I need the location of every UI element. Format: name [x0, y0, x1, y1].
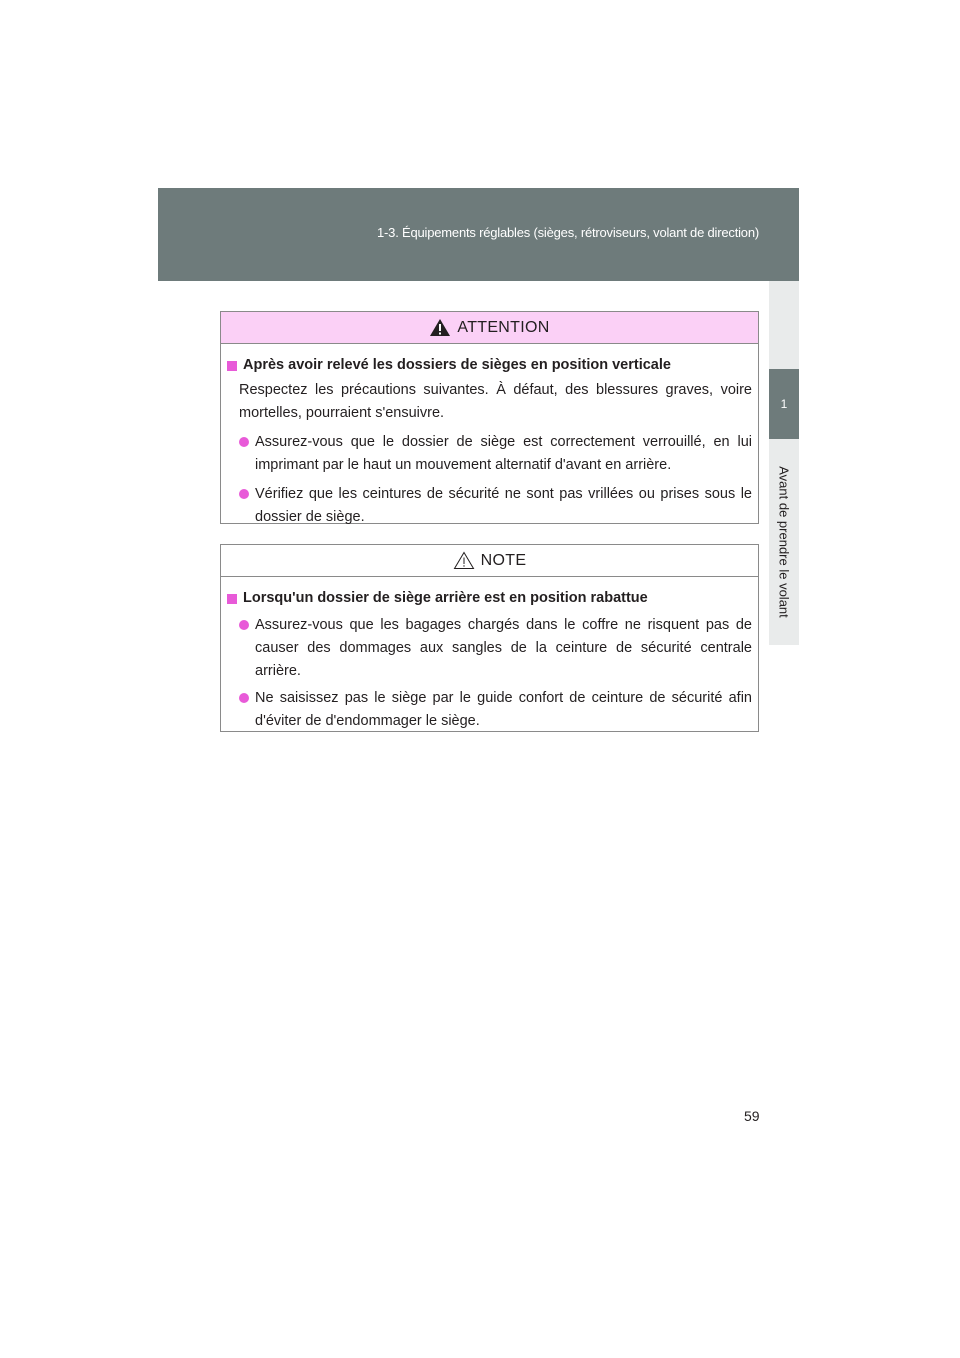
caution-subtitle-row: [227, 354, 752, 377]
round-bullet-icon: [239, 437, 249, 447]
warning-outline-icon: [453, 551, 475, 575]
caution-body: [221, 344, 758, 529]
caution-subtitle: Après avoir relevé les dossiers de sièges en position verticale: [243, 357, 671, 373]
chapter-number: 1: [780, 397, 788, 411]
round-bullet-icon: [239, 620, 249, 630]
note-header: [221, 545, 758, 577]
list-item-text: Ne saisissez pas le siège par le guide confort de ceinture de sécurité afin d'éviter de d'endommager le siège.: [255, 690, 752, 729]
list-item-text: Vérifiez que les ceintures de sécurité ne sont pas vrillées ou prises sous le dossier de siège.: [255, 486, 752, 525]
chapter-label: Avant de prendre le volant: [776, 466, 792, 618]
caution-box: [220, 311, 759, 524]
page-number: 59: [744, 1108, 760, 1124]
square-bullet-icon: [227, 594, 237, 604]
note-body: [221, 577, 758, 733]
caution-title: ATTENTION: [457, 318, 550, 336]
side-tab-top: [769, 281, 799, 369]
list-item: [227, 431, 752, 477]
list-item-text: Assurez-vous que les bagages chargés dans le coffre ne risquent pas de causer des dommages aux sangles de la ceinture de sécurité centrale arrière.: [255, 617, 752, 679]
caution-intro: Respectez les précautions suivantes. À défaut, des blessures graves, voire mortelles, pourraient s'ensuivre.: [239, 382, 752, 421]
note-subtitle-row: [227, 587, 752, 610]
section-header-band: [158, 188, 799, 281]
chapter-number-tab: [769, 369, 799, 439]
list-item-text: Assurez-vous que le dossier de siège est correctement verrouillé, en lui imprimant par le haut un mouvement alternatif d'avant en arrière.: [255, 434, 752, 473]
round-bullet-icon: [239, 693, 249, 703]
section-title: 1-3. Équipements réglables (sièges, rétroviseurs, volant de direction): [377, 225, 759, 240]
note-subtitle: Lorsqu'un dossier de siège arrière est en position rabattue: [243, 590, 648, 606]
round-bullet-icon: [239, 489, 249, 499]
list-item: [227, 614, 752, 683]
list-item: [227, 483, 752, 529]
square-bullet-icon: [227, 361, 237, 371]
warning-filled-icon: [429, 318, 451, 342]
note-title: NOTE: [480, 551, 527, 569]
list-item: [227, 687, 752, 733]
note-box: [220, 544, 759, 732]
caution-header: [221, 312, 758, 344]
